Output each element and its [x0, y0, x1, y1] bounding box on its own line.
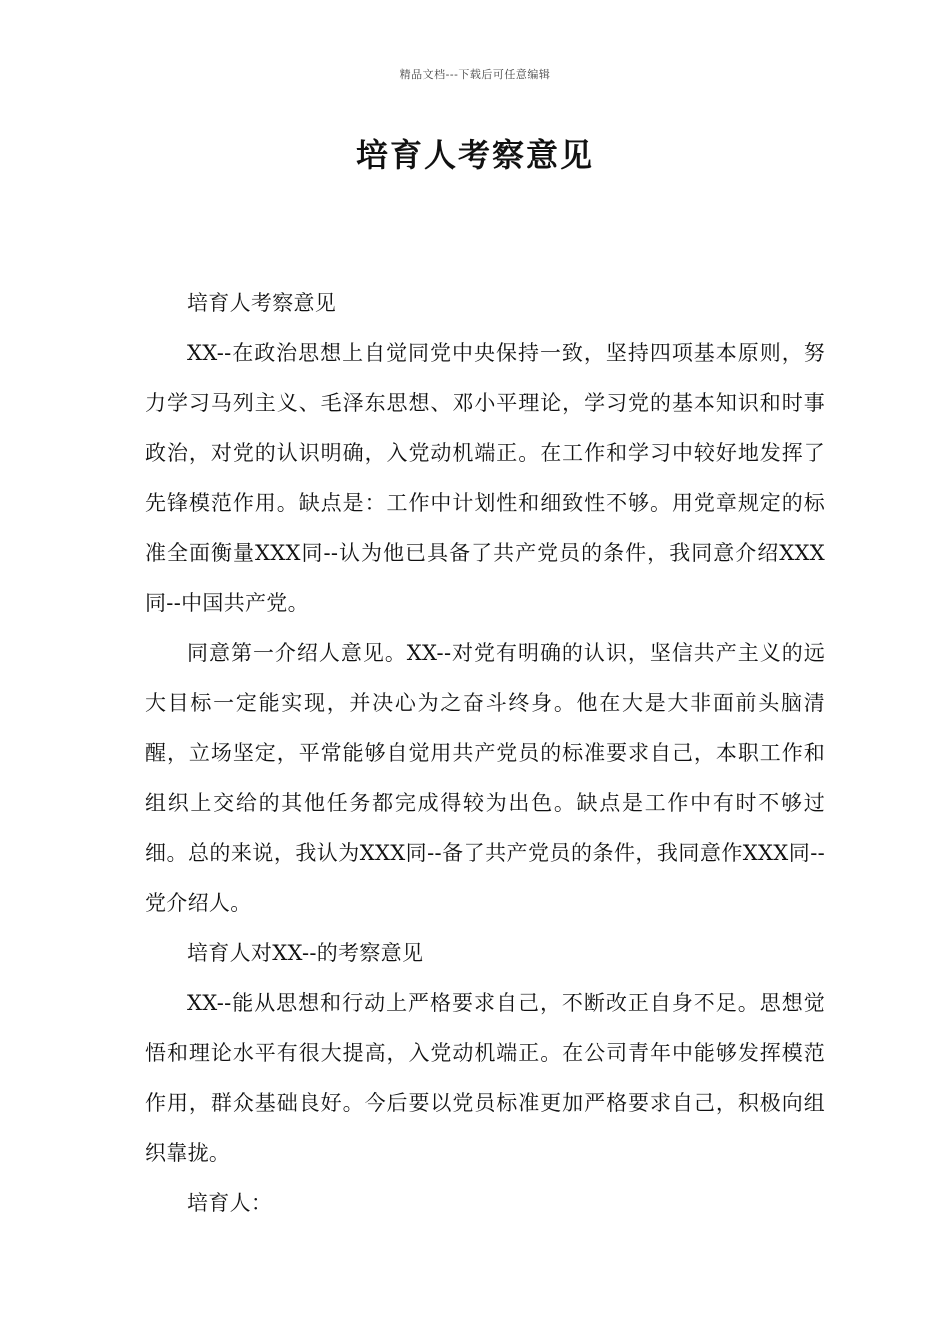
document-body — [145, 278, 825, 1228]
paragraph-section-heading: 培育人对XX--的考察意见 — [187, 941, 424, 965]
paragraph-cultivator-opinion: XX--能从思想和行动上严格要求自己，不断改正自身不足。思想觉悟和理论水平有很大提高，入党动机端正。在公司青年中能够发挥模范作用，群众基础良好。今后要以党员标准更加严格要求自己，积极向组织靠拢。 — [145, 991, 825, 1165]
paragraph-second-opinion: 同意第一介绍人意见。XX--对党有明确的认识，坚信共产主义的远大目标一定能实现，并决心为之奋斗终身。他在大是大非面前头脑清醒，立场坚定，平常能够自觉用共产党员的标准要求自己，本职工作和组织上交给的其他任务都完成得较为出色。缺点是工作中有时不够过细。总的来说，我认为XXX同--备了共产党员的条件，我同意作XXX同--党介绍人。 — [145, 641, 825, 915]
document-title: 培育人考察意见 — [355, 136, 594, 174]
paragraph-subtitle: 培育人考察意见 — [187, 291, 337, 315]
header-note: 精品文档---下载后可任意编辑 — [399, 68, 551, 81]
paragraph-first-opinion: XX--在政治思想上自觉同党中央保持一致，坚持四项基本原则，努力学习马列主义、毛泽东思想、邓小平理论，学习党的基本知识和时事政治，对党的认识明确，入党动机端正。在工作和学习中较好地发挥了先锋模范作用。缺点是：工作中计划性和细致性不够。用党章规定的标准全面衡量XXX同--认为他已具备了共产党员的条件，我同意介绍XXX同--中国共产党。 — [145, 341, 825, 615]
paragraph-signature-label: 培育人： — [187, 1191, 273, 1215]
